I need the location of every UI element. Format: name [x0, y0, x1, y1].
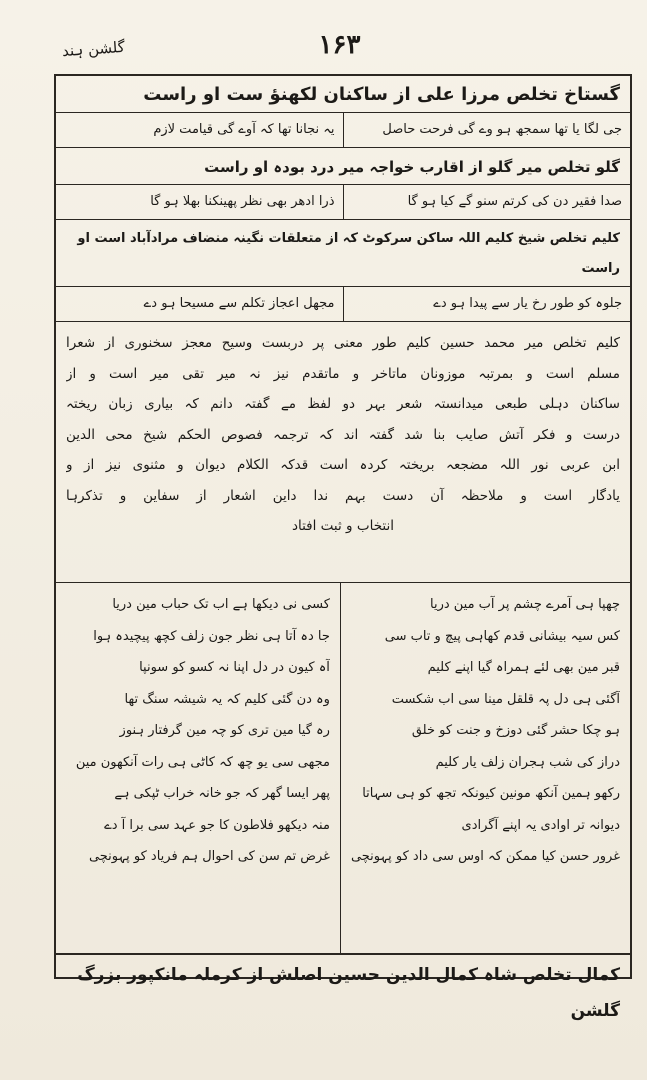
prose-line: انتخاب و ثبت افتاد: [291, 518, 394, 534]
footer-heading-text: کمال تخلص شاہ کمال الدین حسین اصلش از کرملہ مانکپور بزرگ گلشن: [77, 965, 620, 1021]
couplet-first-hemistich: جلوہ کو طور رخ یار سے پیدا ہو دے: [343, 287, 631, 321]
verse-line: رکھو ہمین آنکھ مونین کیونکہ تجھ کو ہی سہاتا: [362, 786, 620, 801]
verse-line: آگئی ہی دل پہ قلقل مینا سی اب شکست: [391, 691, 620, 707]
couplet-second-hemistich: مجھل اعجاز تکلم سے مسیحا ہو دے: [143, 296, 335, 311]
verse-line: کسی نی دیکھا ہے اب تک حباب مین دریا: [112, 597, 330, 612]
prose-line: یادگار است و ملاحظہ آن دست بہم ندا داین اشعار از سفاین و تذکرہا: [66, 487, 620, 504]
prose-line: درست و فکر آتش صایب بنا شد گفتہ اند کہ ترجمہ فصوص الحکم شیخ محی الدین: [66, 426, 620, 443]
verse-line: چھپا ہی آمرے چشم پر آب مین دریا: [429, 597, 620, 612]
verse-line: مجھی سی یو چھ کہ کاٹی ہی رات آنکھون مین: [75, 754, 330, 770]
verse-line: دیوانہ تر اوادی یہ اپنے آگرادی: [461, 817, 620, 833]
prose-line: ابن عربی نور اللہ مضجعہ بریختہ کردہ است قدکہ الکلام دیوان و مثنوی نیز از و: [66, 457, 620, 473]
footer-heading: [56, 955, 630, 1031]
entry-heading: [56, 76, 630, 113]
entry-heading: [56, 148, 630, 185]
couplet-row: [56, 185, 630, 220]
entry-heading-text: گلو تخلص میر گلو از اقارب خواجہ میر درد بودہ او راست: [204, 158, 620, 176]
verse-line: کس سیہ بیشانی قدم کھاہی پیچ و تاب سی: [384, 628, 620, 644]
couplet-first-hemistich: جی لگا یا تھا سمجھ ہو وے گی فرحت حاصل: [343, 113, 631, 147]
verse-line: دراز کی شب ہجران زلف یار کلیم: [435, 754, 620, 770]
verse-columns: [56, 583, 630, 955]
verse-column-left: [56, 583, 340, 953]
page-frame: [54, 74, 632, 1021]
prose-line: ساکنان دہلی طبعی میدانستہ شعر بہر دو لفظ مے گفتہ دانم کہ بیاری زبان ریختہ: [66, 396, 620, 412]
running-head: گلشن ہند: [61, 37, 126, 61]
couplet-row: [56, 287, 630, 322]
verse-line: رہ گیا مین تری کو چہ مین گرفتار ہنوز: [119, 723, 330, 738]
couplet-first-hemistich: صدا فقیر دن کی کرتم سنو گے کیا ہو گا: [343, 185, 631, 219]
verse-line: ہو چکا حشر گئی دوزخ و جنت کو خلق: [411, 723, 620, 738]
prose-line: کلیم تخلص میر محمد حسین کلیم طور معنی پر دربست وسیح معجز سخنوری از شعرا: [66, 335, 620, 351]
couplet-second-hemistich: ذرا ادھر بھی نظر پھینکنا بھلا ہو گا: [150, 194, 335, 209]
verse-line: وہ دن گئی کلیم کہ یہ شیشہ سنگ تھا: [124, 691, 330, 707]
verse-column-right: [340, 583, 630, 953]
entry-heading-text: کلیم تخلص شیخ کلیم اللہ ساکن سرکوٹ کہ از متعلقات نگینہ منضاف مرادآباد است او راست: [77, 231, 620, 276]
verse-line: قبر مین بھی لئے ہمراہ گیا اپنے کلیم: [427, 660, 620, 675]
entry-heading-text: گستاخ تخلص مرزا علی از ساکنان لکھنؤ ست او راست: [143, 84, 620, 105]
verse-line: آہ کیون در دل اپنا نہ کسو کو سونپا: [139, 660, 330, 675]
verse-line: جا دہ آتا ہی نظر جون زلف کچھ پیچیدہ ہوا: [93, 628, 330, 644]
verse-line: غرور حسن کیا ممکن کہ اوس سی داد کو پہونچی: [350, 849, 620, 864]
couplet-second-hemistich: یہ نجانا تھا کہ آوے گی قیامت لازم: [153, 122, 335, 137]
entry-heading: [56, 220, 630, 287]
prose-biography: [56, 322, 630, 583]
page-header: [52, 30, 627, 74]
verse-line: پھر ایسا گھر کہ جو خانہ خراب ٹپکی ہے: [114, 786, 330, 801]
couplet-row: [56, 113, 630, 148]
page-number: ۱۶۳: [318, 30, 361, 60]
prose-line: مسلم است و بمرتبہ موزونان ماتاخر و ماتقدم نیز نہ میر تقی میر است و از: [66, 365, 620, 382]
verse-line: غرض تم سن کی احوال ہم فریاد کو پہونچی: [88, 849, 330, 864]
verse-line: منہ دیکھو فلاطون کا جو عہد سی برا آ دے: [104, 817, 330, 833]
